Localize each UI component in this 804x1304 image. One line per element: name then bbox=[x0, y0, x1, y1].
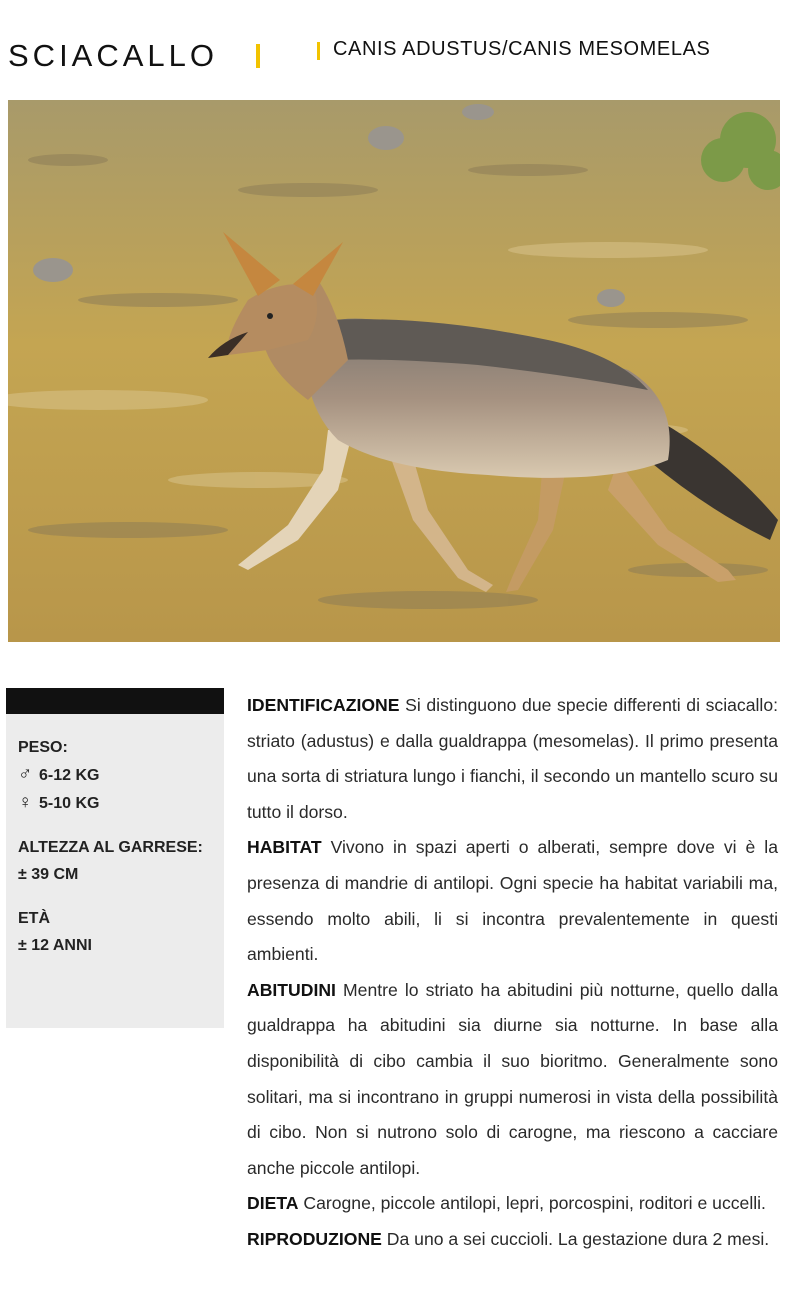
section-body: Mentre lo striato ha abitudini più notturne, quello dalla gualdrappa ha abitudini sia diurne sia notturne. In base alla disponibilità di cibo cambia il suo bioritmo. Generalmente sono solitari, ma si incontrano in gruppi numerosi in vista della possibilità di cibo. Non si nutrono solo di carogne, ma riescono a cacciare anche piccole antilopi. bbox=[247, 979, 778, 1178]
section-heading: ABITUDINI bbox=[247, 979, 336, 1000]
section-heading: HABITAT bbox=[247, 837, 322, 858]
weight-stat bbox=[18, 734, 224, 817]
age-stat bbox=[18, 905, 224, 959]
stats-sidebar bbox=[6, 688, 224, 1028]
section-identificazione bbox=[247, 688, 778, 830]
section-heading: RIPRODUZIONE bbox=[247, 1228, 382, 1249]
age-label: ETÀ bbox=[18, 910, 50, 927]
section-habitat bbox=[247, 830, 778, 972]
description-text bbox=[247, 688, 778, 1258]
scientific-name: CANIS ADUSTUS/CANIS MESOMELAS bbox=[333, 38, 711, 60]
section-riproduzione bbox=[247, 1222, 778, 1258]
subtitle-accent-bar bbox=[317, 42, 320, 60]
female-symbol-icon: ♀ bbox=[18, 792, 33, 813]
height-stat bbox=[18, 834, 224, 888]
section-dieta bbox=[247, 1186, 778, 1222]
height-label: ALTEZZA AL GARRESE: bbox=[18, 839, 203, 856]
section-body: Da uno a sei cuccioli. La gestazione dura 2 mesi. bbox=[386, 1228, 770, 1249]
section-heading: DIETA bbox=[247, 1193, 299, 1214]
weight-label: PESO: bbox=[18, 739, 68, 756]
page-title: SCIACALLO bbox=[8, 38, 219, 73]
male-symbol-icon: ♂ bbox=[18, 764, 33, 785]
title-accent-bar bbox=[256, 44, 260, 68]
female-weight-value: 5-10 KG bbox=[39, 795, 100, 812]
male-weight-value: 6-12 KG bbox=[39, 767, 100, 784]
section-abitudini bbox=[247, 973, 778, 1187]
age-value: ± 12 ANNI bbox=[18, 937, 92, 954]
stats-list bbox=[6, 714, 224, 959]
jackal-photo-illustration bbox=[8, 100, 780, 642]
section-body: Vivono in spazi aperti o alberati, sempre dove vi è la presenza di mandrie di antilopi. Ogni specie ha habitat variabili ma, essendo molto abili, li si incontra prevalentemente in questi ambienti. bbox=[247, 837, 778, 965]
sidebar-header-bar bbox=[6, 688, 224, 714]
height-value: ± 39 CM bbox=[18, 866, 79, 883]
section-heading: IDENTIFICAZIONE bbox=[247, 695, 400, 715]
section-body: Carogne, piccole antilopi, lepri, porcospini, roditori e uccelli. bbox=[303, 1193, 766, 1214]
female-weight-row bbox=[18, 789, 224, 817]
male-weight-row bbox=[18, 761, 224, 789]
jackal-photo bbox=[8, 100, 780, 642]
section-body: Si distinguono due specie differenti di sciacallo: striato (adustus) e dalla gualdrappa (mesomelas). Il primo presenta una sorta di striatura lungo i fianchi, il secondo un mantello scuro su tutto il dorso. bbox=[247, 695, 778, 822]
